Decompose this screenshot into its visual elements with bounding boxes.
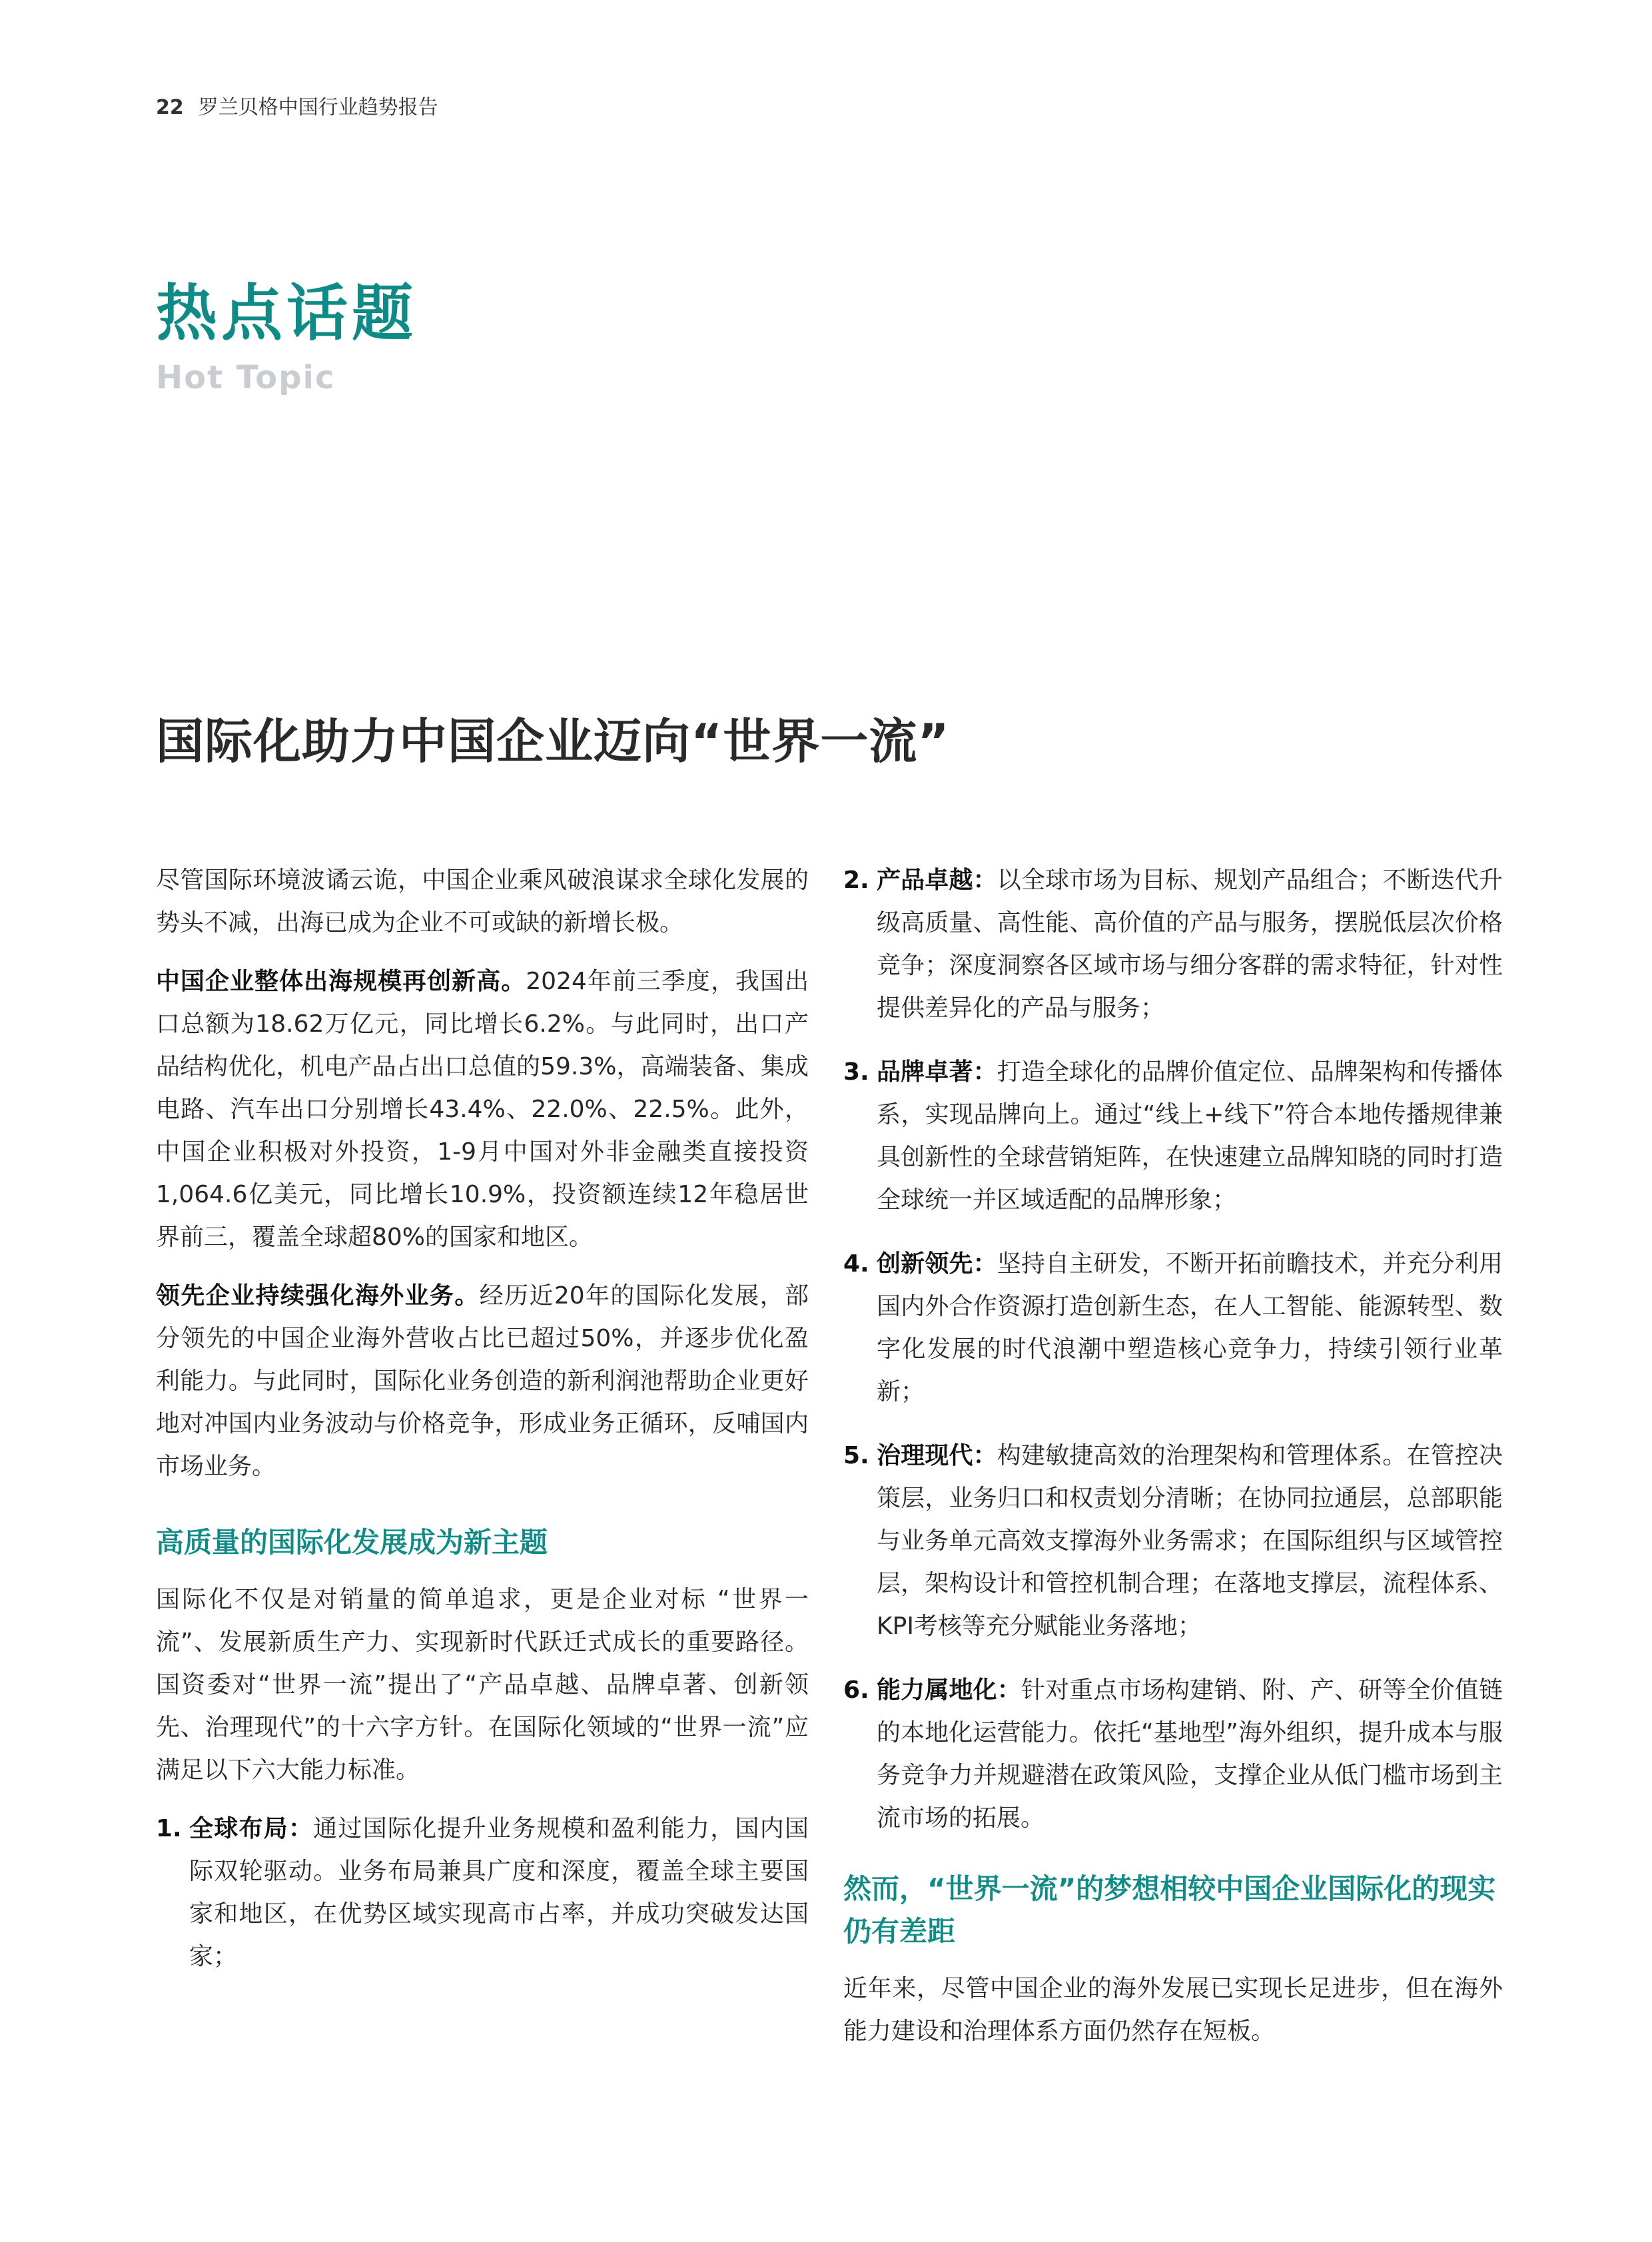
right-column (843, 859, 1503, 2069)
closing-paragraph: 近年来，尽管中国企业的海外发展已实现长足进步，但在海外能力建设和治理体系方面仍然存在短板。 (843, 1975, 1503, 2045)
list-item (843, 1051, 1503, 1222)
subheading-high-quality: 高质量的国际化发展成为新主题 (156, 1526, 548, 1559)
section-title-cn: 热点话题 (156, 278, 418, 349)
list-item-number: 5. (843, 1442, 869, 1469)
subheading-gap: 然而，“世界一流”的梦想相较中国企业国际化的现实仍有差距 (843, 1872, 1496, 1948)
intro-paragraph: 尽管国际环境波谲云诡，中国企业乘风破浪谋求全球化发展的势头不减，出海已成为企业不可或缺的新增长极。 (156, 867, 809, 936)
list-item-text (189, 1808, 809, 1978)
list-item-body: 针对重点市场构建销、附、产、研等全价值链的本地化运营能力。依托“基地型”海外组织，提升成本与服务竞争力并规避潜在政策风险，支撑企业从低门槛市场到主流市场的拓展。 (877, 1677, 1503, 1832)
section-title (156, 280, 417, 396)
list-item-number: 4. (843, 1250, 869, 1278)
list-item-body: 打造全球化的品牌价值定位、品牌架构和传播体系，实现品牌向上。通过“线上+线下”符合本地传播规律兼具创新性的全球营销矩阵，在快速建立品牌知晓的同时打造全球统一并区域适配的品牌形象； (877, 1058, 1503, 1214)
list-item-number: 3. (843, 1058, 869, 1086)
list-item (843, 1669, 1503, 1840)
left-column (156, 859, 809, 2000)
list-item-lead: 品牌卓著： (877, 1058, 997, 1086)
paragraph-world-class-standard: 国际化不仅是对销量的简单追求，更是企业对标 “世界一流”、发展新质生产力、实现新时代跃迁式成长的重要路径。国资委对“世界一流”提出了“产品卓越、品牌卓著、创新领先、治理现代”的十六字方针。在国际化领域的“世界一流”应满足以下六大能力标准。 (156, 1586, 809, 1784)
paragraph-overseas-business (156, 1275, 809, 1488)
list-item-number: 1. (156, 1815, 182, 1842)
list-item-text (877, 1435, 1503, 1648)
report-title: 罗兰贝格中国行业趋势报告 (198, 96, 438, 119)
list-item-text (877, 859, 1503, 1030)
list-item-lead: 全球布局： (189, 1815, 314, 1842)
page-header (156, 91, 438, 120)
list-item-number: 2. (843, 867, 869, 894)
paragraph-export-scale (156, 960, 809, 1259)
list-item-body: 坚持自主研发，不断开拓前瞻技术，并充分利用国内外合作资源打造创新生态，在人工智能、能源转型、数字化发展的时代浪潮中塑造核心竞争力，持续引领行业革新； (877, 1250, 1503, 1405)
list-item (156, 1808, 809, 1978)
list-item-text (877, 1243, 1503, 1413)
list-item-body: 通过国际化提升业务规模和盈利能力，国内国际双轮驱动。业务布局兼具广度和深度，覆盖全球主要国家和地区，在优势区域实现高市占率，并成功突破发达国家； (189, 1815, 809, 1970)
list-item-lead: 创新领先： (877, 1250, 997, 1278)
list-item-lead: 能力属地化： (877, 1677, 1021, 1704)
paragraph-lead: 领先企业持续强化海外业务。 (156, 1282, 480, 1309)
list-item-lead: 治理现代： (877, 1442, 997, 1469)
paragraph-lead: 中国企业整体出海规模再创新高。 (156, 968, 526, 995)
list-item (843, 859, 1503, 1030)
list-item-body: 以全球市场为目标、规划产品组合；不断迭代升级高质量、高性能、高价值的产品与服务，摆脱低层次价格竞争；深度洞察各区域市场与细分客群的需求特征，针对性提供差异化的产品与服务； (877, 867, 1503, 1022)
list-item-text (877, 1669, 1503, 1840)
list-item-lead: 产品卓越： (877, 867, 997, 894)
list-item (843, 1243, 1503, 1413)
section-title-en: Hot Topic (156, 359, 336, 397)
page-number: 22 (156, 96, 184, 119)
list-item (843, 1435, 1503, 1648)
paragraph-body: 经历近20年的国际化发展，部分领先的中国企业海外营收占比已超过50%，并逐步优化盈利能力。与此同时，国际化业务创造的新利润池帮助企业更好地对冲国内业务波动与价格竞争，形成业务正循环，反哺国内市场业务。 (156, 1282, 809, 1480)
article-title: 国际化助力中国企业迈向“世界一流” (156, 713, 950, 769)
list-item-body: 构建敏捷高效的治理架构和管理体系。在管控决策层，业务归口和权责划分清晰；在协同拉通层，总部职能与业务单元高效支撑海外业务需求；在国际组织与区域管控层，架构设计和管控机制合理；在落地支撑层，流程体系、KPI考核等充分赋能业务落地； (877, 1442, 1503, 1640)
paragraph-body: 2024年前三季度，我国出口总额为18.62万亿元，同比增长6.2%。与此同时，出口产品结构优化，机电产品占出口总值的59.3%，高端装备、集成电路、汽车出口分别增长43.4%、22.0%、22.5%。此外，中国企业积极对外投资，1-9月中国对外非金融类直接投资1,064.6亿美元，同比增长10.9%，投资额连续12年稳居世界前三，覆盖全球超80%的国家和地区。 (156, 968, 809, 1251)
list-item-text (877, 1051, 1503, 1222)
list-item-number: 6. (843, 1677, 869, 1704)
